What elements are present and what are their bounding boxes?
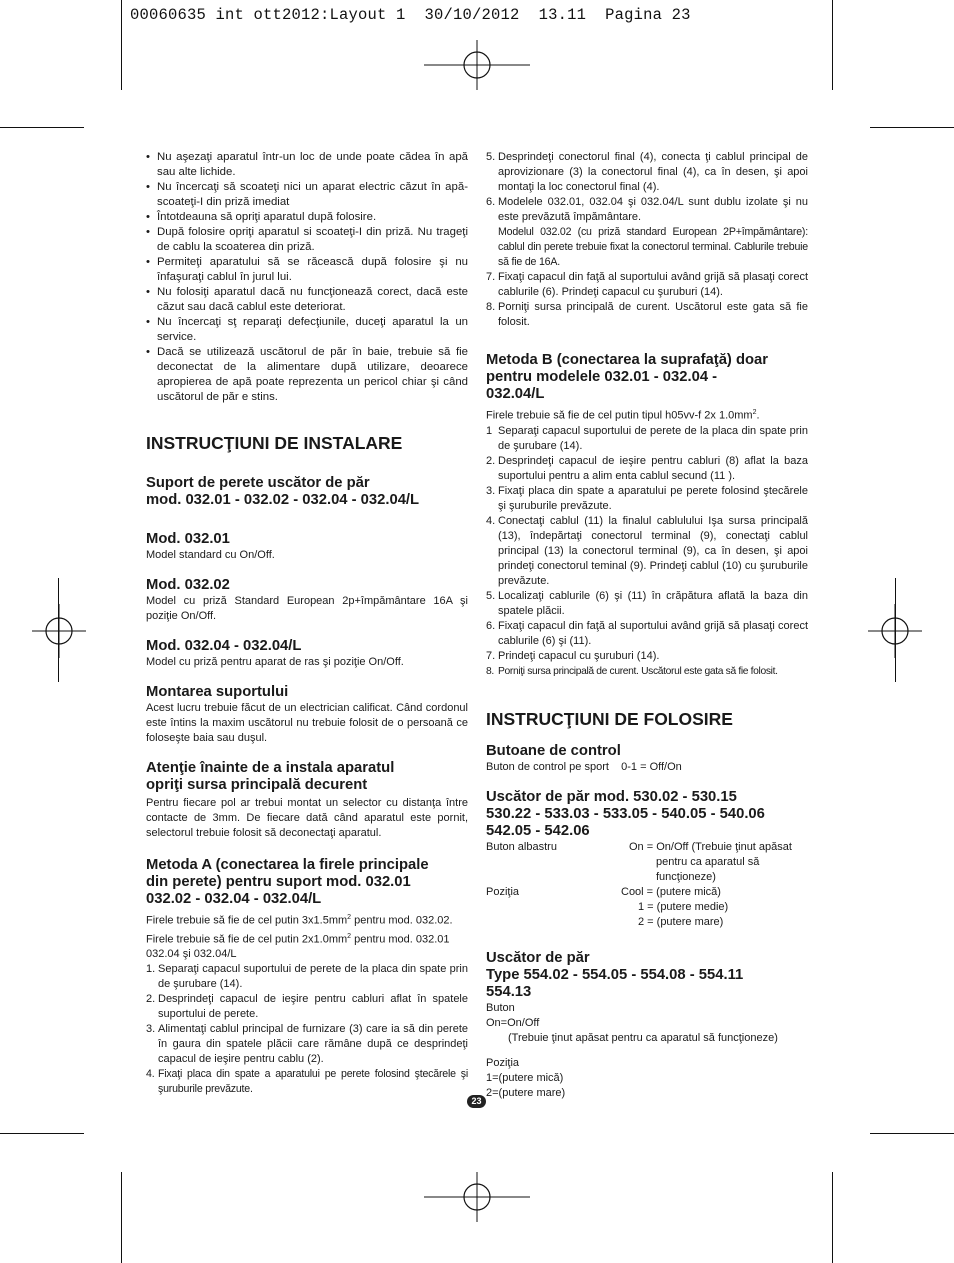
section-title-installation: INSTRUCŢIUNI DE INSTALARE — [146, 433, 403, 453]
list-item: • După folosire opriţi aparatul si scoateţi-I din priză. Nu trageţi de cablu la scoaterea din priză. — [146, 225, 468, 255]
model-description: Model standard cu On/Off. — [146, 549, 275, 561]
mounting-title: Montarea suportului — [146, 684, 289, 700]
crop-mark — [870, 127, 954, 128]
list-item: 5. Desprindeţi conectorul final (4), conecta ţi cablul principal de aprovizionare (3) la conectorul final (4), ca în desen, şi apoi montaţi la loc conectorul final (4). — [486, 151, 808, 193]
dryer-models-title: 542.05 - 542.06 — [486, 822, 590, 839]
attention-text: Pentru fiecare pol ar trebui montat un selector cu distanţa între contacte de 3mm. De fiecare dată când aparatul este pornit, selectorul trebuie folosit să deconectaţi aparatul. — [146, 797, 468, 839]
dryer-models-title: Uscător de păr mod. 530.02 - 530.15 — [486, 788, 737, 805]
crop-mark — [121, 1172, 122, 1263]
list-item: 6. Fixaţi capacul din faţă al suportului având grijă să plasaţi corect cablurile (6) şi (11). — [486, 619, 808, 647]
registration-mark-icon — [424, 1172, 530, 1222]
wire-requirement: 032.04 şi 032.04/L — [146, 948, 237, 961]
crop-mark — [870, 1133, 954, 1134]
list-item: 4. Conectaţi cablul (11) la finalul cablulului Işa sursa principală (13), îndepărtaţi conectorul terminal (9), conectaţi cablul principal (13) la conectorul terminal (9), ca în desen, şi apoi prindeţi conectorul teminal (9). Prindeţi cablul (10) cu şuruburile prevăzute. — [486, 514, 808, 587]
crop-mark — [832, 1172, 833, 1263]
list-item: 2. Desprindeţi capacul de ieşire pentru cabluri (8) aflat la baza suportului pentru a alim enta cablul secund (11 ). — [486, 454, 808, 482]
right-column — [486, 150, 808, 1101]
position-value: 2=(putere mare) — [486, 1086, 566, 1099]
position-label: Poziţia — [486, 1056, 520, 1069]
position-row: Poziţia Cool = (putere mică) — [486, 885, 721, 898]
method-a-steps-continued — [486, 150, 808, 330]
print-slug: 00060635 int ott2012:Layout 1 30/10/2012 13.11 Pagina 23 — [130, 6, 691, 24]
dryer-type-title: Uscător de păr — [486, 949, 590, 966]
list-item: 7. Fixaţi capacul din faţă al suportului având grijă să plasaţi corect cablurile (6). Prindeţi capacul cu şuruburi (14). — [486, 271, 808, 298]
list-item: 1. Separaţi capacul suportului de perete de la placa din spate prin de şurubare (14). — [146, 963, 468, 991]
position-row-cont: 2 = (putere mare) — [638, 915, 724, 928]
list-item: • Nu aşezaţi aparatul într-un loc de unde poate cădea în apă sau alte lichide. — [146, 150, 468, 180]
method-a-title: 032.02 - 032.04 - 032.04/L — [146, 891, 322, 907]
list-item: 1 Separaţi capacul suportului de perete de la placa din spate prin de şurubare (14). — [486, 424, 808, 452]
position-value: 1=(putere mică) — [486, 1071, 564, 1084]
list-item: 6. Modelele 032.01, 032.04 şi 032.04/L sunt dublu izolate şi nu este prevăzută împământare. — [486, 196, 808, 223]
registration-mark-icon — [868, 604, 922, 658]
crop-mark — [0, 1133, 84, 1134]
method-b-title: 032.04/L — [486, 386, 545, 402]
list-item: 8. Porniţi sursa principală de curent. Uscătorul este gata să fie folosit. — [486, 665, 778, 677]
blue-button-row-cont: pentru ca aparatul să — [656, 855, 760, 868]
page-number-badge: 23 — [467, 1095, 486, 1108]
button-label: Buton — [486, 1001, 515, 1014]
crop-mark — [832, 0, 833, 90]
method-b-steps — [486, 424, 808, 679]
crop-mark — [121, 0, 122, 90]
safety-bullet-list — [146, 150, 468, 405]
list-item: 2. Desprindeţi capacul de ieşire pentru cabluri aflat în spatele suportului de perete. — [146, 993, 468, 1021]
method-b-title: pentru modelele 032.01 - 032.04 - — [486, 369, 718, 385]
list-item: 8. Porniţi sursa principală de curent. Uscătorul este gata să fie folosit. — [486, 301, 808, 328]
dryer-type-title: Type 554.02 - 554.05 - 554.08 - 554.11 — [486, 966, 744, 983]
list-item: 5. Localizaţi cablurile (6) şi (11) în crăpătura aflată la baza din spatele plăcii. — [486, 589, 808, 617]
method-a-title: din perete) pentru suport mod. 032.01 — [146, 874, 411, 890]
attention-title: opriţi sursa principală decurent — [146, 777, 368, 793]
blue-button-row-cont: funcţioneze) — [656, 870, 716, 883]
list-item: • Nu încercaţi sţ reparaţi defecţiunile, duceţi aparatul la un service. — [146, 315, 468, 345]
method-a-steps — [146, 962, 468, 1097]
model-description: Model cu priză pentru aparat de ras şi poziţie On/Off. — [146, 656, 404, 668]
wire-requirement: Firele trebuie să fie de cel putin $2x1.0mm^2$ pentru mod. 032.01 — [146, 932, 450, 946]
model-description: Model cu priză Standard European 2p+împământare 16A şi poziţie On/Off. — [146, 595, 468, 622]
left-column — [146, 150, 468, 1097]
registration-mark-icon — [424, 40, 530, 90]
model-title: Mod. 032.01 — [146, 531, 230, 547]
model-title: Mod. 032.04 - 032.04/L — [146, 638, 302, 654]
support-title-models: mod. 032.01 - 032.02 - 032.04 - 032.04/L — [146, 492, 420, 508]
controls-row: Buton de control pe sport 0-1 = Off/On — [486, 760, 682, 773]
list-item: • Nu încercaţi să scoateţi nici un aparat electric căzut în apă-scoateţi-I din priză imediat — [146, 180, 468, 210]
list-item: 4. Fixaţi placa din spate a aparatului pe perete folosind ştecărele şi şuruburile prevăzute. — [146, 1068, 468, 1096]
button-onoff: On=On/Off — [486, 1016, 540, 1029]
blue-button-row: Buton albastru On = On/Off (Trebuie ţinut apăsat — [486, 840, 792, 853]
method-a-title: Metoda A (conectarea la firele principale — [146, 857, 429, 873]
list-item: 7. Prindeţi capacul cu şuruburi (14). — [486, 649, 660, 662]
list-item-note: Modelul 032.02 (cu priză standard European 2P+împământare): cablul din perete trebuie fixat la conectorul terminal. Cablurile trebuie să fie de 16A. — [498, 226, 808, 268]
button-note: (Trebuie ţinut apăsat pentru ca aparatul să funcţioneze) — [508, 1031, 778, 1044]
model-title: Mod. 032.02 — [146, 577, 230, 593]
method-b-title: Metoda B (conectarea la suprafaţă) doar — [486, 352, 769, 368]
attention-title: Atenţie înainte de a instala aparatul — [146, 760, 395, 776]
registration-mark-icon — [32, 604, 86, 658]
dryer-models-title: 530.22 - 533.03 - 533.05 - 540.05 - 540.06 — [486, 805, 765, 822]
controls-title: Butoane de control — [486, 742, 621, 759]
section-title-usage: INSTRUCŢIUNI DE FOLOSIRE — [486, 708, 733, 729]
mounting-text: Acest lucru trebuie făcut de un electrician calificat. Când cordonul este întins la maxim uscătorul nu trebuie folosit de o persoană ce foloseşte baia sau duşul. — [146, 702, 468, 744]
list-item: 3. Alimentaţi cablul principal de furnizare (3) care ia să din perete în gaura din spatele plăcii care rămâne după ce desprindeţi capacul de ieşire pentru cablu (2). — [146, 1023, 468, 1066]
list-item: • Permiteţi aparatului să se răcească după folosire şi nu înfaşuraţi cablul în jurul lui. — [146, 255, 468, 285]
list-item: 3. Fixaţi placa din spate a aparatului pe perete folosind ştecărele şi şuruburile prevăzute. — [486, 484, 808, 512]
wire-requirement: Firele trebuie să fie de cel putin tipul h05vv-f 2x $1.0mm^2$. — [486, 409, 760, 422]
crop-mark — [0, 127, 84, 128]
dryer-type-title: 554.13 — [486, 983, 532, 1000]
position-row-cont: 1 = (putere medie) — [638, 900, 729, 913]
wire-requirement: Firele trebuie să fie de cel putin $3x1.5mm^2$ pentru mod. 032.02. — [146, 914, 453, 927]
list-item: • Întotdeauna să opriţi aparatul după folosire. — [146, 210, 468, 225]
list-item: • Dacă se utilizează uscătorul de păr în baie, trebuie să fie deconectat de la alimentare după utilizare, deoarece apropierea de apă poate reprezenta un pericol chiar şi când uscătorul de păr e stins. — [146, 345, 468, 405]
list-item: • Nu folosiţi aparatul dacă nu funcţionează corect, dacă este căzut sau dacă cablul este deteriorat. — [146, 285, 468, 315]
support-title: Suport de perete uscător de păr — [146, 475, 370, 491]
